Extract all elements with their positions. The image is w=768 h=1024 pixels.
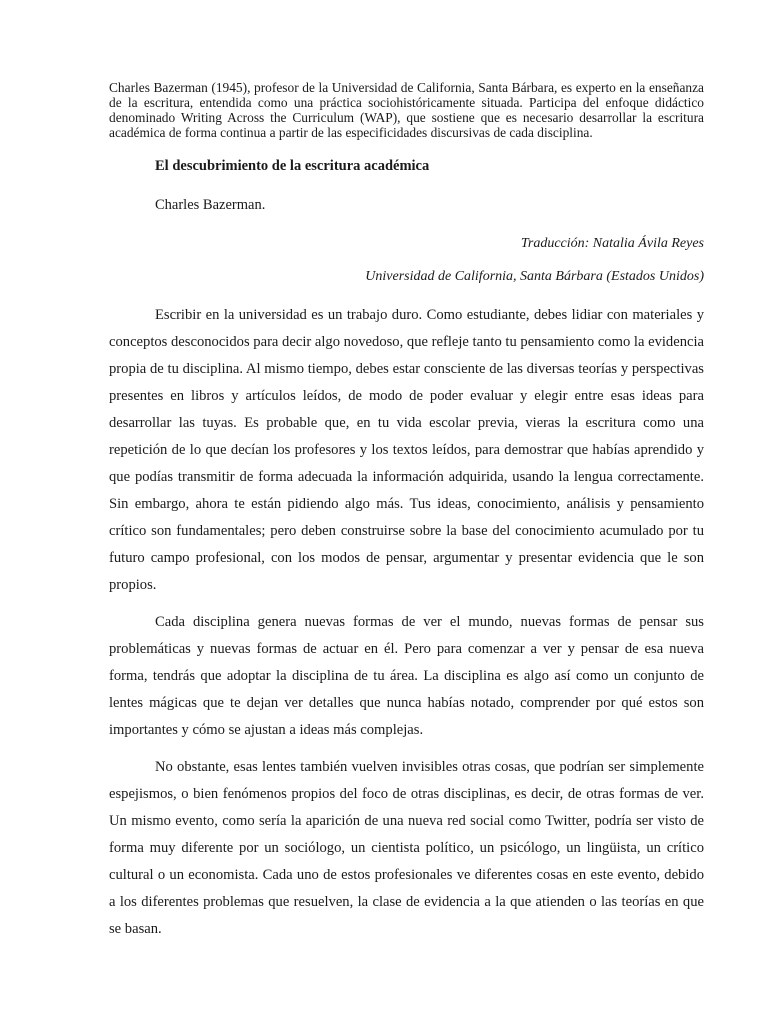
body-paragraph: No obstante, esas lentes también vuelven invisibles otras cosas, que podrían ser simplemente espejismos, o bien fenómenos propios del foco de otras disciplinas, es decir, de otras formas de ver. Un mismo evento, como sería la aparición de una nueva red social como Twitter, podría ser visto de forma muy diferente por un sociólogo, un cientista político, un psicólogo, un lingüista, un crítico cultural o un economista. Cada uno de estos profesionales ve diferentes cosas en este evento, debido a los diferentes problemas que resuelven, la clase de evidencia a la que atienden o las teorías en que se basan. xyxy=(109,759,704,937)
affiliation-line: Universidad de California, Santa Bárbara (Estados Unidos) xyxy=(365,269,704,284)
body-paragraph: Escribir en la universidad es un trabajo duro. Como estudiante, debes lidiar con materiales y conceptos desconocidos para decir algo novedoso, que refleje tanto tu pensamiento como la evidencia propia de tu disciplina. Al mismo tiempo, debes estar consciente de las diversas teorías y perspectivas presentes en libros y artículos leídos, de modo de poder evaluar y elegir entre esas ideas para desarrollar las tuyas. Es probable que, en tu vida escolar previa, vieras la escritura como una repetición de lo que decían los profesores y los textos leídos, para demostrar que habías aprendido y que podías transmitir de forma adecuada la información adquirida, usando la lengua correctamente. Sin embargo, ahora te están pidiendo algo más. Tus ideas, conocimiento, análisis y pensamiento crítico son fundamentales; pero deben construirse sobre la base del conocimiento acumulado por tu futuro campo profesional, con los modos de pensar, argumentar y presentar evidencia que le son propios. xyxy=(109,307,704,593)
intro-paragraph: Charles Bazerman (1945), profesor de la Universidad de California, Santa Bárbara, es experto en la enseñanza de la escritura, entendida como una práctica sociohistóricamente situada. Participa del enfoque didáctico denominado Writing Across the Curriculum (WAP), que sostiene que es necesario desarrollar la escritura académica de forma continua a partir de las especificidades discursivas de cada disciplina. xyxy=(109,80,704,140)
body-paragraph: Cada disciplina genera nuevas formas de ver el mundo, nuevas formas de pensar sus problemáticas y nuevas formas de actuar en él. Pero para comenzar a ver y pensar de esa nueva forma, tendrás que adoptar la disciplina de tu área. La disciplina es algo así como un conjunto de lentes mágicas que te dejan ver detalles que nunca habías notado, comprender por qué estos son importantes y cómo se ajustan a ideas más complejas. xyxy=(109,614,704,738)
document-page xyxy=(109,80,704,943)
document-title: El descubrimiento de la escritura académica xyxy=(155,158,430,174)
author-name: Charles Bazerman. xyxy=(155,197,266,213)
translator-credit: Traducción: Natalia Ávila Reyes xyxy=(520,236,704,251)
